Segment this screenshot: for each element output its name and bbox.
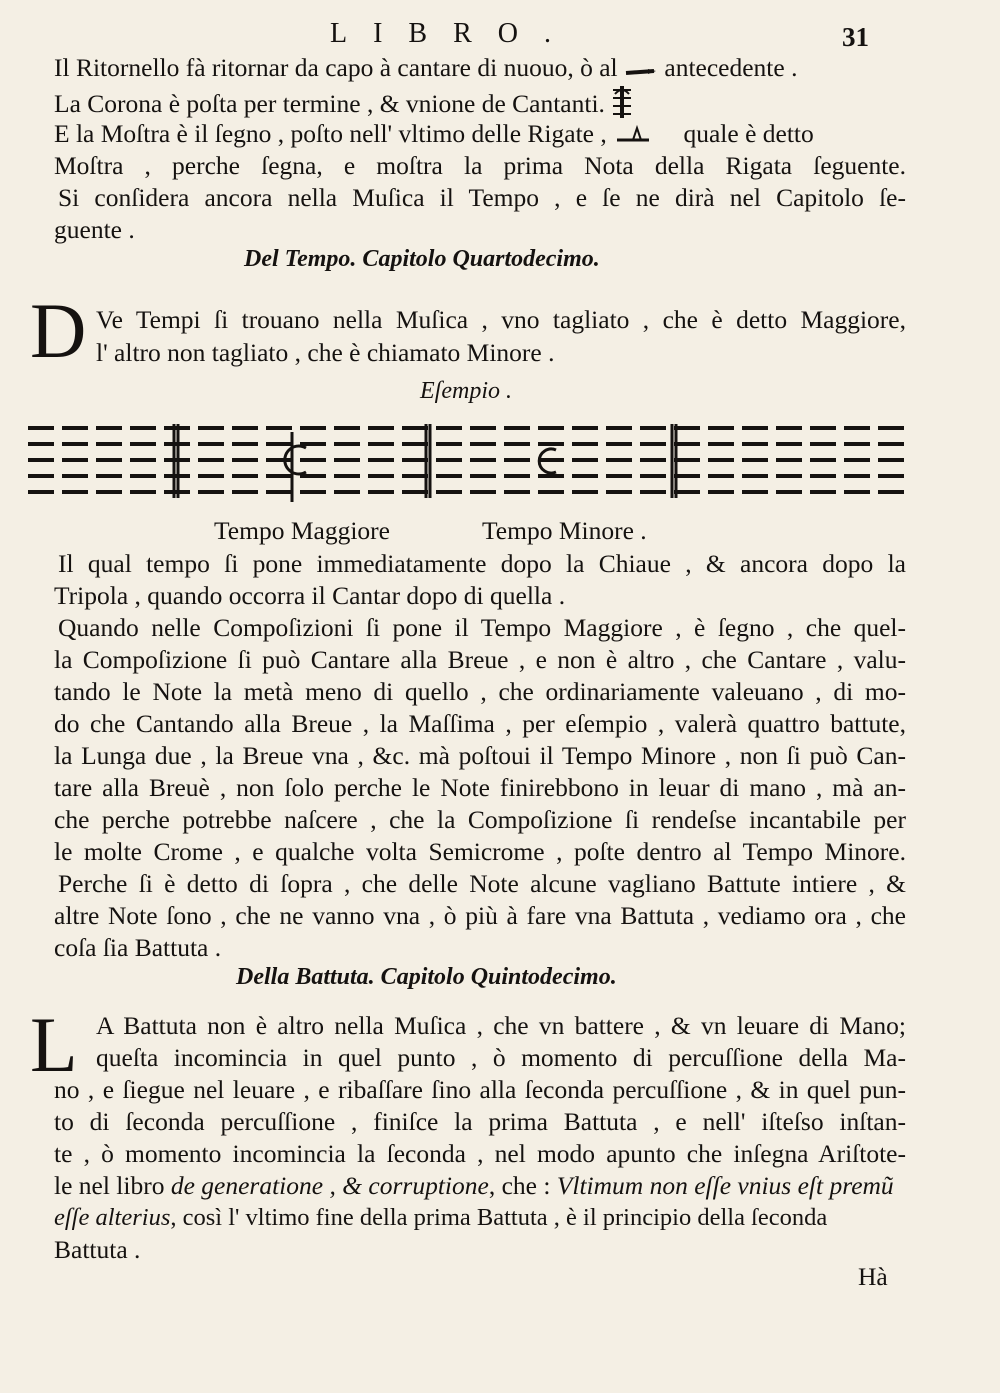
text-line: Si conſidera ancora nella Muſica il Tempo , e ſe ne dirà nel Capitolo ſe- (58, 183, 906, 212)
text-span: le nel libro (54, 1171, 165, 1200)
latin-citation: Vltimum non eſſe vnius eſt premũ (556, 1171, 894, 1200)
text-span: antecedente . (664, 53, 798, 82)
text-line: l' altro non tagliato , che è chiamato Minore . (96, 338, 555, 367)
ritornello-sign-icon (624, 54, 658, 86)
text-line: che perche potrebbe naſcere , che la Compoſizione ſi rendeſse incantabile per (54, 805, 906, 834)
caption-tempo-minore: Tempo Minore . (482, 516, 647, 545)
page-number: 31 (842, 22, 869, 52)
text-line: queſta incomincia in quel punto , ò momento di percuſſione della Ma- (96, 1043, 906, 1072)
text-line: Quando nelle Compoſizioni ſi pone il Tempo Maggiore , è ſegno , che quel- (58, 613, 906, 642)
text-span: quale è detto (683, 119, 814, 148)
text-line: Tripola , quando occorra il Cantar dopo di quella . (54, 581, 566, 610)
latin-citation: eſſe alterius (54, 1204, 171, 1231)
text-line: Ve Tempi ſi trouano nella Muſica , vno tagliato , che è detto Maggiore, (96, 305, 906, 334)
example-label: Eſempio . (420, 378, 512, 404)
text-line: no , e ſiegue nel leuare , e ribaſſare ſino alla ſeconda percuſſione , & in quel pun- (54, 1075, 906, 1104)
catchword: Hà (858, 1262, 888, 1291)
text-line: to di ſeconda percuſſione , finiſce la prima Battuta , e nell' iſteſso inſtan- (54, 1107, 906, 1136)
drop-cap: D (30, 287, 87, 374)
music-staff-example (28, 418, 908, 508)
text-line: Battuta . (54, 1235, 141, 1264)
text-span: E la Moſtra è il ſegno , poſto nell' vltimo delle Rigate , (54, 119, 607, 148)
text-line: altre Note ſono , che ne vanno vna , ò più à fare vna Battuta , vediamo ora , che (54, 901, 906, 930)
caption-tempo-maggiore: Tempo Maggiore (214, 516, 390, 545)
text-line: la Lunga due , la Breue vna , &c. mà poſtoui il Tempo Minore , non ſi può Can- (54, 741, 906, 770)
latin-citation: de generatione , & corruptione (170, 1171, 489, 1200)
text-span: , così l' vltimo fine della prima Battuta , è il principio della ſeconda (170, 1204, 828, 1231)
text-line: A Battuta non è altro nella Muſica , che vn battere , & vn leuare di Mano; (96, 1011, 906, 1040)
text-line: tando le Note la metà meno di quello , che ordinariamente valeuano , di mo- (54, 677, 906, 706)
text-line: coſa ſia Battuta . (54, 933, 222, 962)
drop-cap: L (30, 1001, 78, 1088)
text-line: Moſtra , perche ſegna, e moſtra la prima Nota della Rigata ſeguente. (54, 151, 906, 180)
text-line (54, 1202, 906, 1234)
text-line: la Compoſizione ſi può Cantare alla Breue , e non è altro , che Cantare , valu- (54, 645, 906, 674)
running-head: LIBRO. (330, 18, 577, 49)
text-line: do che Cantando alla Breue , la Maſſima , per eſempio , valerà quattro battute, (54, 709, 906, 738)
text-line: tare alla Breuè , non ſolo perche le Note finirebbono in leuar di mano , mà an- (54, 773, 906, 802)
text-span: La Corona è poſta per termine , & vnione de Cantanti. (54, 88, 605, 118)
text-span: , che : (488, 1171, 551, 1200)
chapter-heading: Della Battuta. Capitolo Quintodecimo. (236, 964, 617, 990)
text-line (54, 52, 906, 86)
text-line (54, 118, 906, 152)
text-line: le molte Crome , e qualche volta Semicrome , poſte dentro al Tempo Minore. (54, 837, 906, 866)
text-line: te , ò momento incomincia la ſeconda , nel modo apunto che inſegna Ariſtote- (54, 1139, 906, 1168)
text-line (54, 1170, 906, 1202)
text-line: Perche ſi è detto di ſopra , che delle Note alcune vagliano Battute intiere , & (58, 869, 906, 898)
text-span: Il Ritornello fà ritornar da capo à cantare di nuouo, ò al (54, 53, 618, 82)
text-line: guente . (54, 215, 135, 244)
chapter-heading: Del Tempo. Capitolo Quartodecimo. (244, 246, 600, 272)
mostra-sign-icon (613, 120, 653, 152)
text-line: Il qual tempo ſi pone immediatamente dopo la Chiaue , & ancora dopo la (58, 549, 906, 578)
